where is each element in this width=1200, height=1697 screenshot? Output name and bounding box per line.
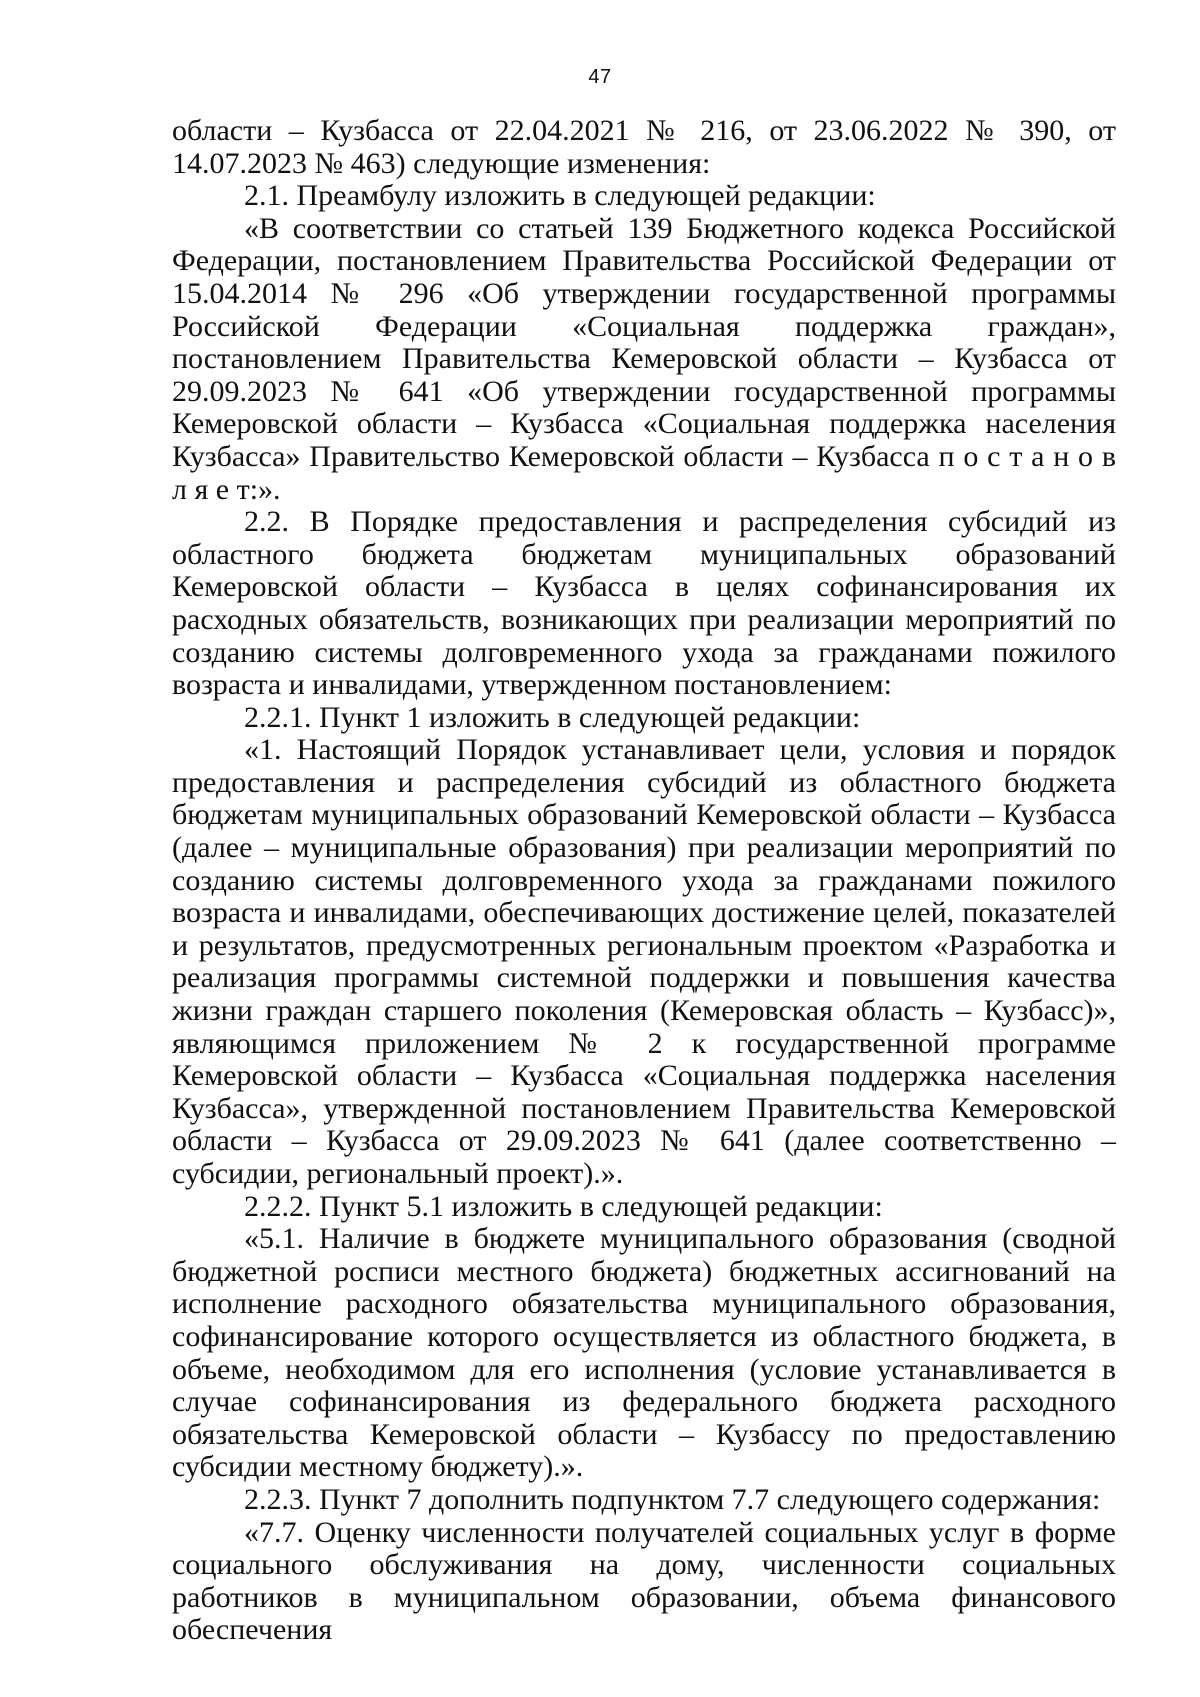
page-number: 47 (588, 66, 612, 88)
paragraph-preamble: «В соответствии со статьей 139 Бюджетного кодекса Российской Федерации, постановлением Правительства Российской Федерации от 15.04.2014 № 296 «Об утверждении государственной программы Российской Федерации «Социальная поддержка граждан», постановлением Правительства Кемеровской области – Кузбасса от 29.09.2023 № 641 «Об утверждении государственной программы Кемеровской области – Кузбасса «Социальная поддержка населения Кузбасса» Правительство Кемеровской области – Кузбасса п о с т а н о в л я е т:». (172, 211, 1116, 506)
paragraph-2-1: 2.1. Преамбулу изложить в следующей редакции: (244, 179, 876, 213)
paragraph-point-7-7: «7.7. Оценку численности получателей социальных услуг в форме социального обслуживания на дому, численности социальных работников в муниципальном образовании, объема финансового обеспечения (172, 1515, 1116, 1647)
paragraph-point-1: «1. Настоящий Порядок устанавливает цели, условия и порядок предоставления и распределения субсидий из областного бюджета бюджетам муниципальных образований Кемеровской области – Кузбасса (далее – муниципальные образования) при реализации мероприятий по созданию системы долговременного ухода за гражданами пожилого возраста и инвалидами, обеспечивающих достижение целей, показателей и результатов, предусмотренных региональным проектом «Разработка и реализация программы системной поддержки и повышения качества жизни граждан старшего поколения (Кемеровская область – Кузбасс)», являющимся приложением № 2 к государственной программе Кемеровской области – Кузбасса «Социальная поддержка населения Кузбасса», утвержденной постановлением Правительства Кемеровской области – Кузбасса от 29.09.2023 № 641 (далее соответственно – субсидии, региональный проект).». (172, 733, 1116, 1190)
paragraph-2-2-1: 2.2.1. Пункт 1 изложить в следующей редакции: (244, 700, 861, 734)
paragraph-2-2: 2.2. В Порядке предоставления и распределения субсидий из областного бюджета бюджетам муниципальных образований Кемеровской области – Кузбасса в целях софинансирования их расходных обязательств, возникающих при реализации мероприятий по созданию системы долговременного ухода за гражданами пожилого возраста и инвалидами, утвержденном постановлением: (172, 505, 1116, 702)
paragraph-2-2-3: 2.2.3. Пункт 7 дополнить подпунктом 7.7 следующего содержания: (244, 1482, 1101, 1516)
paragraph-2-2-2: 2.2.2. Пункт 5.1 изложить в следующей редакции: (244, 1189, 883, 1223)
document-body (172, 115, 1116, 1647)
paragraph-amendments-intro: области – Кузбасса от 22.04.2021 № 216, от 23.06.2022 № 390, от 14.07.2023 № 463) следующие изменения: (172, 114, 1116, 180)
paragraph-point-5-1: «5.1. Наличие в бюджете муниципального образования (сводной бюджетной росписи местного бюджета) бюджетных ассигнований на исполнение расходного обязательства муниципального образования, софинансирование которого осуществляется из областного бюджета, в объеме, необходимом для его исполнения (условие устанавливается в случае софинансирования из федерального бюджета расходного обязательства Кемеровской области – Кузбассу по предоставлению субсидии местному бюджету).». (172, 1222, 1116, 1484)
